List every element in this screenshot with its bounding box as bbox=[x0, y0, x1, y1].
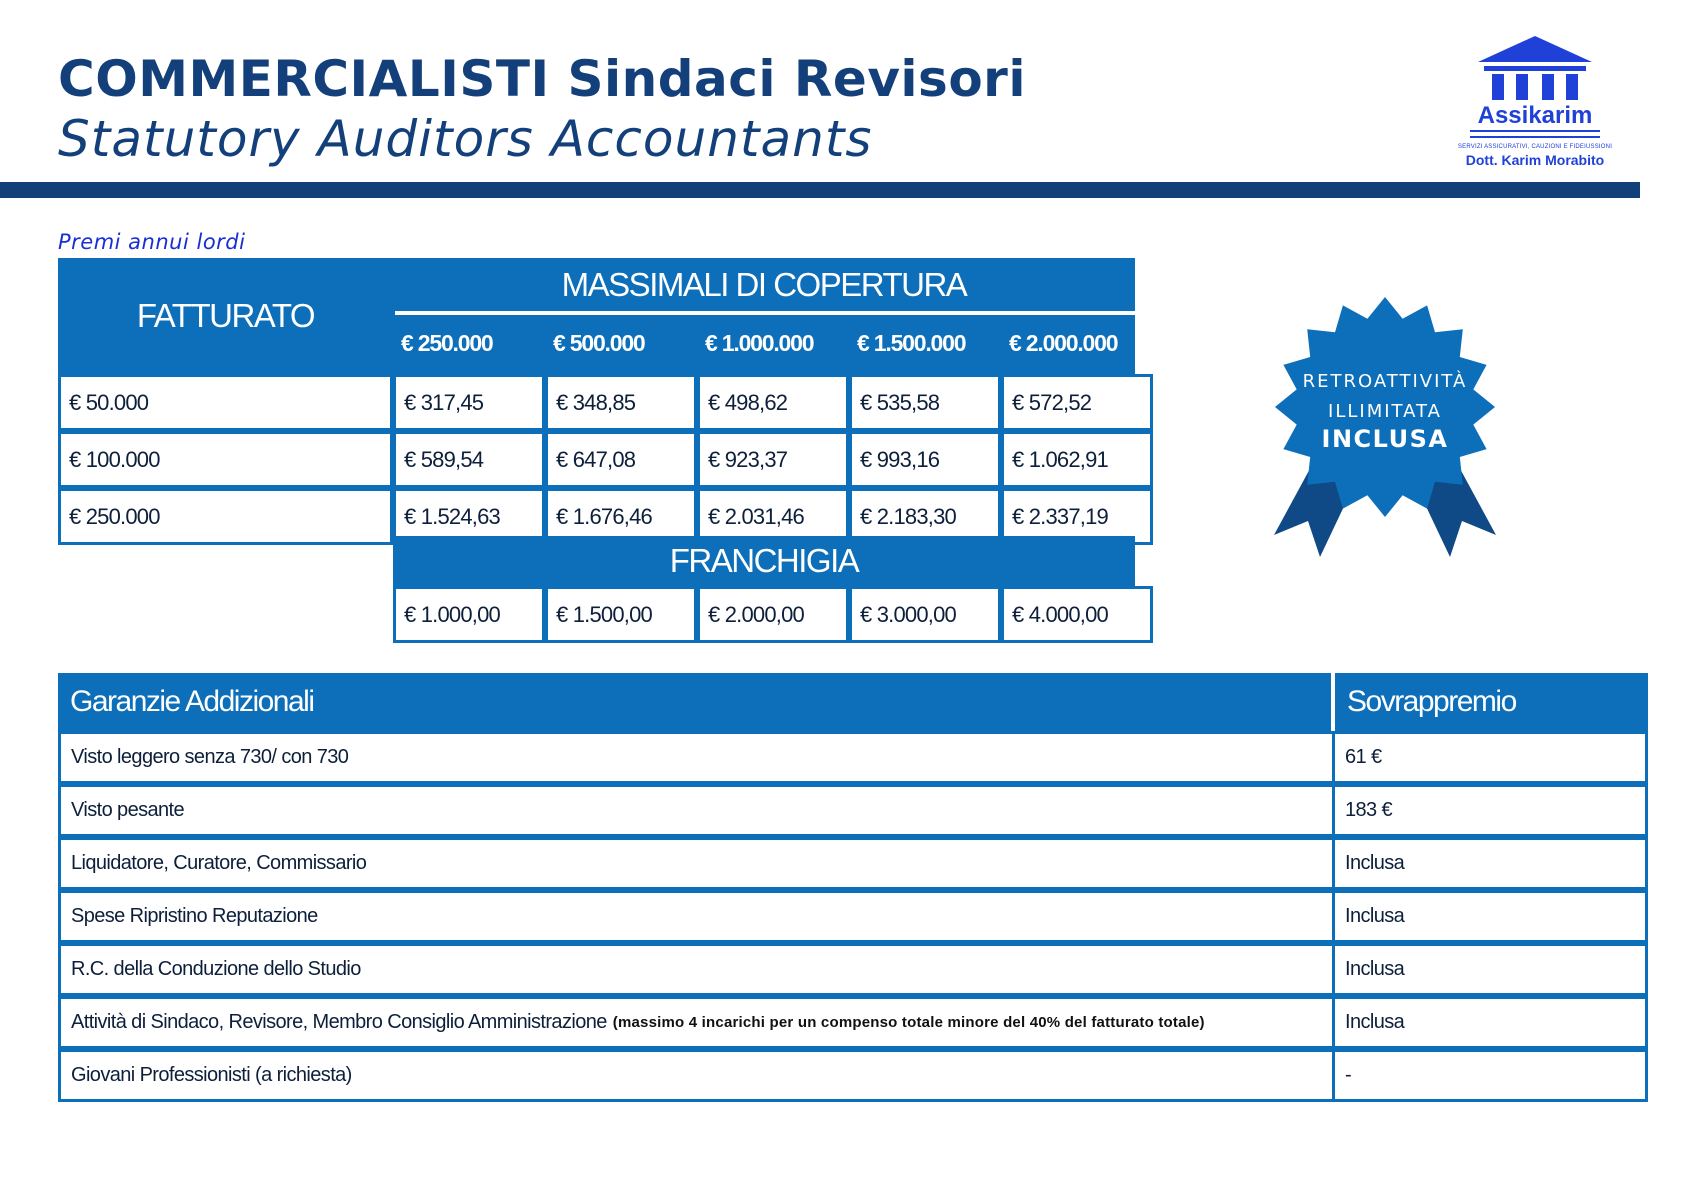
premio-cell: € 993,16 bbox=[849, 431, 1001, 488]
massimale-column-header: € 1.500.000 bbox=[857, 330, 966, 356]
garanzia-label-cell bbox=[58, 890, 1335, 943]
premio-cell: € 923,37 bbox=[697, 431, 849, 488]
logo-tagline: SERVIZI ASSICURATIVI, CAUZIONI E FIDEIUSSIONI bbox=[1457, 144, 1613, 150]
garanzia-note: (massimo 4 incarichi per un compenso totale minore del 40% del fatturato totale) bbox=[612, 1014, 1205, 1031]
sovrappremio-cell: 183 € bbox=[1332, 784, 1648, 837]
premio-cell: € 647,08 bbox=[545, 431, 697, 488]
logo-brand: Assikarim bbox=[1477, 102, 1593, 129]
company-logo bbox=[1430, 32, 1640, 182]
fatturato-cell: € 100.000 bbox=[58, 431, 393, 488]
premio-cell: € 1.676,46 bbox=[545, 488, 697, 545]
premio-cell: € 2.031,46 bbox=[697, 488, 849, 545]
fatturato-header: FATTURATO bbox=[58, 258, 393, 374]
premio-cell: € 535,58 bbox=[849, 374, 1001, 431]
retroattivita-badge bbox=[1270, 285, 1500, 575]
franchigia-cell: € 3.000,00 bbox=[849, 586, 1001, 643]
garanzia-label-cell bbox=[58, 784, 1335, 837]
fatturato-cell: € 50.000 bbox=[58, 374, 393, 431]
sovrappremio-cell: - bbox=[1332, 1049, 1648, 1102]
premio-cell: € 589,54 bbox=[393, 431, 545, 488]
garanzia-label: Spese Ripristino Reputazione bbox=[71, 905, 318, 927]
premio-cell: € 572,52 bbox=[1001, 374, 1153, 431]
sovrappremio-cell: 61 € bbox=[1332, 731, 1648, 784]
sovrappremio-cell: Inclusa bbox=[1332, 890, 1648, 943]
garanzia-label-cell bbox=[58, 731, 1335, 784]
premio-cell: € 2.183,30 bbox=[849, 488, 1001, 545]
badge-line1: RETROATTIVITÀ bbox=[1302, 371, 1468, 392]
franchigia-cell: € 1.500,00 bbox=[545, 586, 697, 643]
premio-cell: € 1.524,63 bbox=[393, 488, 545, 545]
garanzia-label: R.C. della Conduzione dello Studio bbox=[71, 958, 361, 980]
garanzia-label: Liquidatore, Curatore, Commissario bbox=[71, 852, 367, 874]
page-subtitle: Statutory Auditors Accountants bbox=[58, 110, 873, 168]
garanzia-label: Visto leggero senza 730/ con 730 bbox=[71, 746, 349, 768]
page-title: COMMERCIALISTI Sindaci Revisori bbox=[58, 50, 1026, 108]
logo-steps bbox=[1470, 130, 1600, 138]
massimali-divider bbox=[395, 311, 1135, 315]
sovrappremio-cell: Inclusa bbox=[1332, 943, 1648, 996]
badge-line2: ILLIMITATA bbox=[1328, 401, 1442, 422]
temple-icon bbox=[1470, 32, 1600, 104]
massimale-column-header: € 2.000.000 bbox=[1009, 330, 1118, 356]
garanzia-label-cell bbox=[58, 1049, 1335, 1102]
massimale-column-header: € 1.000.000 bbox=[705, 330, 814, 356]
garanzia-label: Visto pesante bbox=[71, 799, 185, 821]
franchigia-cell: € 2.000,00 bbox=[697, 586, 849, 643]
premio-cell: € 498,62 bbox=[697, 374, 849, 431]
massimale-column-header: € 500.000 bbox=[553, 330, 645, 356]
premio-cell: € 2.337,19 bbox=[1001, 488, 1153, 545]
header-divider bbox=[0, 182, 1640, 198]
garanzia-label: Giovani Professionisti (a richiesta) bbox=[71, 1064, 352, 1086]
franchigia-cell: € 1.000,00 bbox=[393, 586, 545, 643]
garanzia-label-cell bbox=[58, 996, 1335, 1049]
franchigia-cell: € 4.000,00 bbox=[1001, 586, 1153, 643]
fatturato-cell: € 250.000 bbox=[58, 488, 393, 545]
massimali-header: MASSIMALI DI COPERTURA bbox=[561, 265, 967, 303]
logo-person: Dott. Karim Morabito bbox=[1465, 152, 1605, 168]
premio-cell: € 348,85 bbox=[545, 374, 697, 431]
franchigia-header: FRANCHIGIA bbox=[393, 536, 1135, 586]
garanzie-header: Garanzie Addizionali bbox=[58, 673, 1331, 731]
sovrappremio-cell: Inclusa bbox=[1332, 837, 1648, 890]
premi-label: Premi annui lordi bbox=[58, 230, 246, 254]
garanzia-label-cell bbox=[58, 943, 1335, 996]
garanzia-label-cell bbox=[58, 837, 1335, 890]
badge-line3: INCLUSA bbox=[1321, 425, 1449, 453]
garanzia-label: Attività di Sindaco, Revisore, Membro Consiglio Amministrazione bbox=[71, 1011, 607, 1033]
premio-cell: € 1.062,91 bbox=[1001, 431, 1153, 488]
sovrappremio-header: Sovrappremio bbox=[1335, 673, 1648, 731]
premio-cell: € 317,45 bbox=[393, 374, 545, 431]
sovrappremio-cell: Inclusa bbox=[1332, 996, 1648, 1049]
massimale-column-header: € 250.000 bbox=[401, 330, 493, 356]
